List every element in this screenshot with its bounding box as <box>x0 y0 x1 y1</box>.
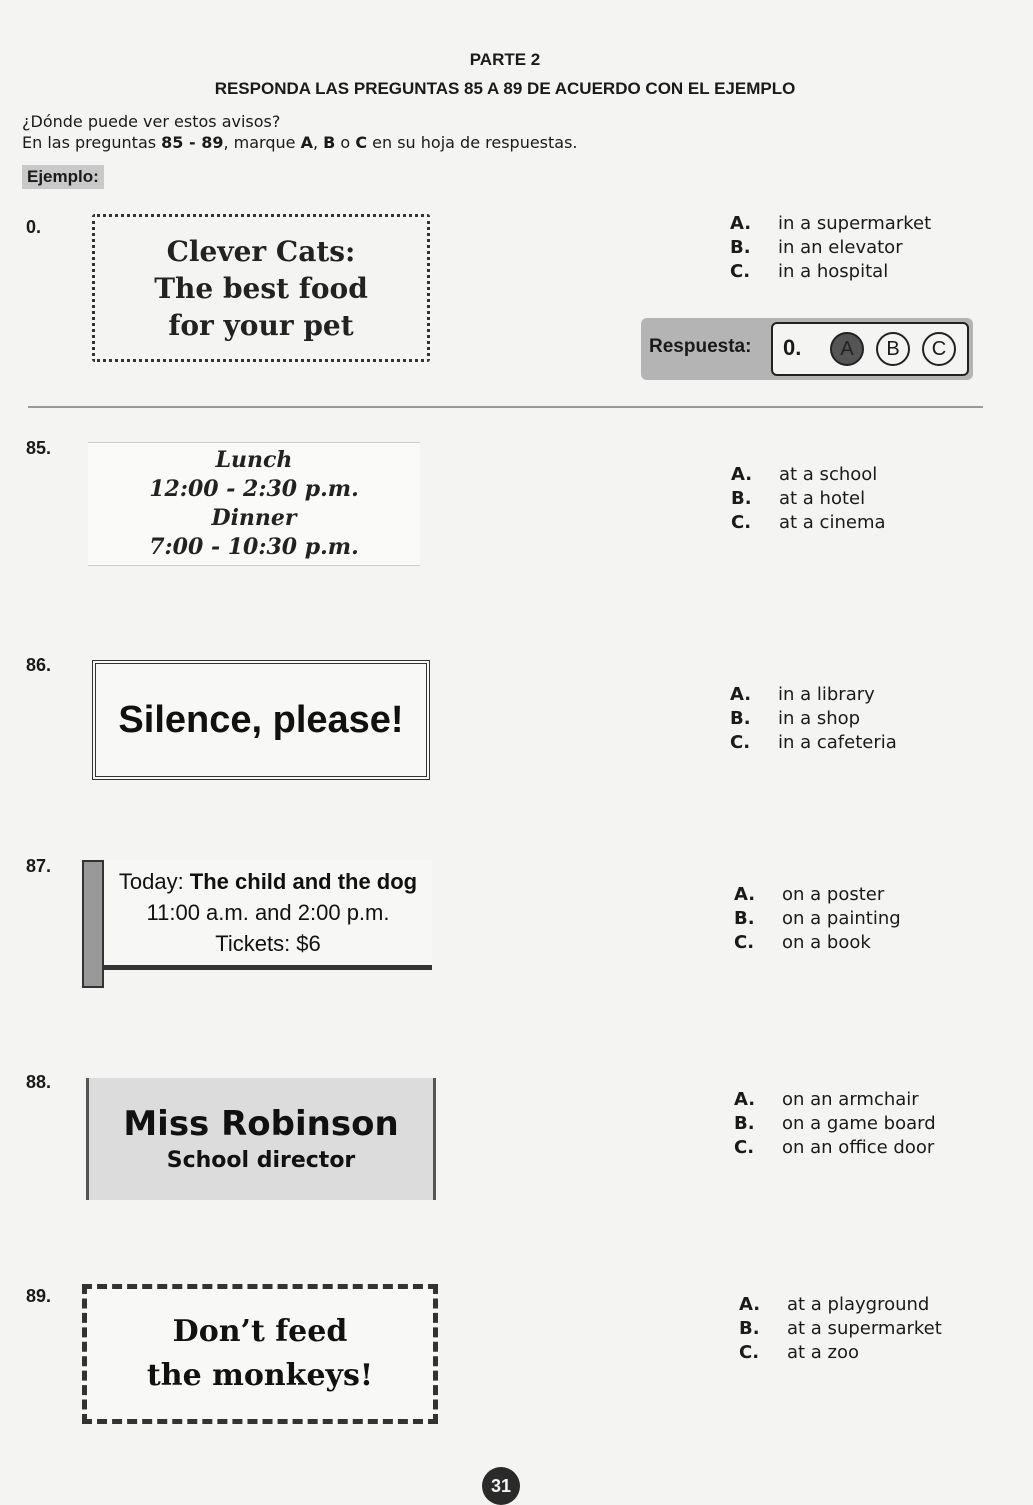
option-a <box>730 683 897 707</box>
answer-number: 0. <box>783 335 802 360</box>
intro-letter-c: C <box>355 133 368 152</box>
sign-name: Miss Robinson <box>123 1104 399 1144</box>
sign-zoo <box>82 1284 438 1424</box>
option-text: at a cinema <box>779 512 886 533</box>
intro-text: , <box>312 133 324 152</box>
sign-title-line <box>119 866 417 897</box>
sign-show-times <box>104 860 432 970</box>
option-letter: A. <box>734 1089 756 1110</box>
option-text: on an armchair <box>782 1089 919 1110</box>
option-a <box>731 463 886 487</box>
section-divider <box>28 406 983 408</box>
question-89-number: 89. <box>26 1286 52 1306</box>
sign-show-title: The child and the dog <box>189 869 418 894</box>
intro-text: en su hoja de respuestas. <box>367 133 578 152</box>
question-86-number: 86. <box>26 655 52 675</box>
sign-line: Clever Cats: <box>166 234 356 268</box>
part-title: PARTE 2 <box>469 50 541 69</box>
option-letter: C. <box>739 1342 760 1363</box>
sign-silence <box>92 660 430 780</box>
option-letter: A. <box>730 684 752 705</box>
question-87-options <box>734 883 901 955</box>
intro-question: ¿Dónde puede ver estos avisos? <box>22 112 281 131</box>
option-letter: B. <box>734 908 755 929</box>
answer-label: Respuesta: <box>649 336 752 357</box>
option-text: at a hotel <box>779 488 866 509</box>
option-b <box>739 1317 942 1341</box>
answer-bubble-a-selected: A <box>830 332 864 366</box>
sign-example <box>92 214 430 362</box>
answer-bubble-c: C <box>922 332 956 366</box>
sign-line: the monkeys! <box>146 1358 374 1393</box>
option-a <box>730 212 931 236</box>
option-a <box>734 883 901 907</box>
intro-text: o <box>335 133 356 152</box>
sign-role: School director <box>166 1148 356 1173</box>
option-letter: A. <box>731 464 753 485</box>
question-89-options <box>739 1293 942 1365</box>
option-letter: C. <box>730 732 751 753</box>
option-letter: C. <box>730 261 751 282</box>
option-text: in a cafeteria <box>778 732 897 753</box>
option-text: in a shop <box>778 708 861 729</box>
intro-letter-a: A <box>300 133 313 152</box>
option-b <box>734 907 901 931</box>
question-86-options <box>730 683 897 755</box>
option-letter: C. <box>731 512 752 533</box>
option-b <box>734 1112 936 1136</box>
option-c <box>731 511 886 535</box>
option-letter: A. <box>730 213 752 234</box>
option-letter: B. <box>730 708 751 729</box>
option-text: on a game board <box>782 1113 936 1134</box>
question-88-options <box>734 1088 936 1160</box>
example-options <box>730 212 931 284</box>
option-text: on a book <box>782 932 871 953</box>
sign-nameplate <box>86 1078 436 1200</box>
option-text: at a supermarket <box>787 1318 942 1339</box>
question-85-number: 85. <box>26 438 52 458</box>
question-87-number: 87. <box>26 856 52 876</box>
option-b <box>731 487 886 511</box>
sign-today: Today: <box>118 869 190 894</box>
option-a <box>734 1088 936 1112</box>
answer-bubble-b: B <box>876 332 910 366</box>
option-c <box>739 1341 942 1365</box>
example-label: Ejemplo: <box>22 165 104 189</box>
option-text: on a poster <box>782 884 885 905</box>
sign-line: 11:00 a.m. and 2:00 p.m. <box>146 900 390 925</box>
option-letter: B. <box>734 1113 755 1134</box>
intro-instructions <box>22 133 578 152</box>
sign-line: Tickets: $6 <box>215 931 321 956</box>
option-text: in a hospital <box>778 261 889 282</box>
option-text: at a zoo <box>787 1342 860 1363</box>
option-a <box>739 1293 942 1317</box>
option-c <box>730 731 897 755</box>
option-letter: B. <box>739 1318 760 1339</box>
option-text: on a painting <box>782 908 901 929</box>
example-number: 0. <box>26 217 42 237</box>
question-88-number: 88. <box>26 1072 52 1092</box>
option-text: on an office door <box>782 1137 935 1158</box>
option-letter: B. <box>731 488 752 509</box>
sign-line: Silence, please! <box>118 698 404 741</box>
sign-line: 12:00 - 2:30 p.m. <box>149 476 359 502</box>
intro-letter-b: B <box>323 133 336 152</box>
sign-line: The best food <box>154 271 368 305</box>
page-number: 31 <box>482 1467 520 1505</box>
sign-menu-hours <box>88 442 420 566</box>
option-letter: C. <box>734 932 755 953</box>
option-letter: A. <box>734 884 756 905</box>
sign-line: 7:00 - 10:30 p.m. <box>149 534 359 560</box>
option-text: in a library <box>778 684 875 705</box>
option-text: in a supermarket <box>778 213 932 234</box>
intro-text: , marque <box>223 133 301 152</box>
sign-line: Don’t feed <box>172 1314 348 1349</box>
option-letter: C. <box>734 1137 755 1158</box>
option-text: at a school <box>779 464 878 485</box>
option-letter: B. <box>730 237 751 258</box>
sign-poster-frame <box>82 860 104 988</box>
option-c <box>730 260 931 284</box>
option-text: at a playground <box>787 1294 930 1315</box>
option-c <box>734 1136 936 1160</box>
option-b <box>730 236 931 260</box>
sign-line: Dinner <box>211 505 297 531</box>
option-c <box>734 931 901 955</box>
sign-line: Lunch <box>215 447 293 473</box>
option-text: in an elevator <box>778 237 903 258</box>
instruction-title: RESPONDA LAS PREGUNTAS 85 A 89 DE ACUERDO CON EL EJEMPLO <box>214 79 796 98</box>
option-b <box>730 707 897 731</box>
intro-text: En las preguntas <box>22 133 162 152</box>
question-85-options <box>731 463 886 535</box>
intro-range: 85 - 89 <box>161 133 224 152</box>
option-letter: A. <box>739 1294 761 1315</box>
sign-line: for your pet <box>168 308 354 342</box>
